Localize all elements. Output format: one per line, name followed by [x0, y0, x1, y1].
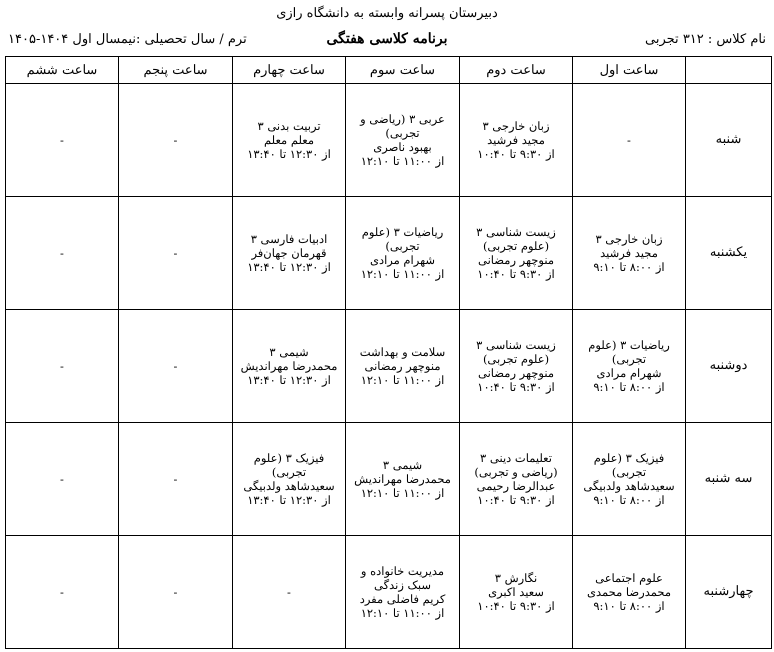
class-cell: [573, 84, 686, 197]
cell-subject: زبان خارجی ۳: [482, 119, 550, 133]
cell-time: از ۱۲:۳۰ تا ۱۳:۴۰: [247, 147, 331, 161]
cell-time: از ۱۲:۳۰ تا ۱۳:۴۰: [247, 373, 331, 387]
cell-time: از ۹:۳۰ تا ۱۰:۴۰: [477, 380, 555, 394]
cell-subject: مدیریت خانواده و سبک زندگی: [360, 564, 445, 592]
cell-teacher: محمدرضا محمدی: [586, 585, 671, 599]
header-period-4: ساعت چهارم: [233, 57, 346, 84]
cell-time: از ۸:۰۰ تا ۹:۱۰: [593, 380, 665, 394]
cell-time: از ۸:۰۰ تا ۹:۱۰: [593, 260, 665, 274]
class-cell: [460, 423, 573, 536]
class-cell: [6, 197, 119, 310]
class-cell: [346, 310, 460, 423]
cell-teacher: منوچهر رمضانی: [478, 253, 554, 267]
cell-subject: زیست شناسی ۳ (علوم تجربی): [476, 338, 556, 366]
cell-time: از ۱۱:۰۰ تا ۱۲:۱۰: [360, 373, 445, 387]
cell-subject: -: [173, 359, 178, 373]
cell-subject: -: [60, 246, 64, 260]
school-name: دبیرستان پسرانه وابسته به دانشگاه رازی: [276, 6, 498, 21]
day-cell: چهارشنبه: [686, 536, 772, 649]
page-title: برنامه کلاسی هفتگی: [326, 31, 448, 47]
cell-subject: تربیت بدنی ۳: [257, 119, 321, 133]
cell-subject: -: [173, 472, 178, 486]
cell-subject: -: [173, 133, 178, 147]
class-cell: [119, 423, 233, 536]
cell-subject: زیست شناسی ۳ (علوم تجربی): [476, 225, 556, 253]
cell-subject: فیزیک ۳ (علوم تجربی): [253, 451, 325, 479]
class-cell: [460, 197, 573, 310]
schedule-table: [5, 56, 772, 649]
header-period-6: ساعت ششم: [6, 57, 119, 84]
cell-teacher: سعید اکبری: [488, 585, 544, 599]
cell-teacher: سعیدشاهد ولدبیگی: [243, 479, 335, 493]
cell-teacher: مجید فرشید: [600, 246, 658, 260]
header-period-3: ساعت سوم: [346, 57, 460, 84]
class-cell: [233, 84, 346, 197]
day-cell: سه شنبه: [686, 423, 772, 536]
header-corner: [686, 57, 772, 84]
cell-subject: ریاضیات ۳ (علوم تجربی): [361, 225, 444, 253]
cell-teacher: منوچهر رمضانی: [364, 359, 441, 373]
class-cell: [6, 84, 119, 197]
class-cell: [460, 536, 573, 649]
cell-teacher: سعیدشاهد ولدبیگی: [583, 479, 675, 493]
cell-subject: -: [60, 472, 64, 486]
cell-subject: علوم اجتماعی: [595, 571, 663, 585]
cell-teacher: کریم فاضلی مفرد: [359, 592, 446, 606]
day-cell: دوشنبه: [686, 310, 772, 423]
cell-time: از ۱۱:۰۰ تا ۱۲:۱۰: [360, 606, 445, 620]
cell-teacher: قهرمان جهان‌فر: [251, 246, 327, 260]
class-cell: [119, 197, 233, 310]
cell-subject: تعلیمات دینی ۳ (ریاضی و تجربی): [474, 451, 558, 479]
cell-subject: عربی ۳ (ریاضی و تجربی): [360, 112, 445, 140]
class-cell: [346, 84, 460, 197]
table-row: [6, 536, 772, 649]
cell-teacher: شهرام مرادی: [369, 253, 436, 267]
class-cell: [233, 423, 346, 536]
table-row: [6, 84, 772, 197]
class-cell: [6, 423, 119, 536]
class-cell: [233, 197, 346, 310]
cell-teacher: منوچهر رمضانی: [478, 366, 554, 380]
header-row: [6, 57, 772, 84]
class-cell: [119, 536, 233, 649]
cell-time: از ۸:۰۰ تا ۹:۱۰: [593, 599, 665, 613]
cell-time: از ۹:۳۰ تا ۱۰:۴۰: [477, 267, 555, 281]
day-cell: شنبه: [686, 84, 772, 197]
cell-subject: -: [287, 585, 291, 599]
cell-time: از ۱۲:۳۰ تا ۱۳:۴۰: [247, 493, 331, 507]
cell-subject: -: [627, 133, 631, 147]
cell-time: از ۸:۰۰ تا ۹:۱۰: [593, 493, 665, 507]
cell-time: از ۹:۳۰ تا ۱۰:۴۰: [477, 493, 555, 507]
class-cell: [233, 536, 346, 649]
cell-subject: شیمی ۳: [382, 458, 423, 472]
class-cell: [119, 84, 233, 197]
class-cell: [346, 536, 460, 649]
class-name: نام کلاس : ۳۱۲ تجربی: [645, 32, 766, 47]
day-cell: یکشنبه: [686, 197, 772, 310]
cell-subject: شیمی ۳: [269, 345, 309, 359]
class-cell: [460, 310, 573, 423]
header-period-2: ساعت دوم: [460, 57, 573, 84]
cell-teacher: شهرام مرادی: [596, 366, 662, 380]
cell-subject: -: [60, 133, 64, 147]
class-cell: [573, 310, 686, 423]
cell-subject: ریاضیات ۳ (علوم تجربی): [588, 338, 670, 366]
class-cell: [573, 423, 686, 536]
cell-subject: -: [60, 585, 64, 599]
cell-subject: -: [173, 246, 178, 260]
cell-time: از ۹:۳۰ تا ۱۰:۴۰: [477, 599, 555, 613]
table-row: [6, 310, 772, 423]
cell-subject: ادبیات فارسی ۳: [250, 232, 328, 246]
class-cell: [233, 310, 346, 423]
cell-teacher: محمدرضا مهراندیش: [354, 472, 451, 486]
cell-time: از ۱۲:۳۰ تا ۱۳:۴۰: [247, 260, 331, 274]
cell-subject: نگارش ۳: [494, 571, 538, 585]
cell-teacher: محمدرضا مهراندیش: [240, 359, 338, 373]
class-cell: [119, 310, 233, 423]
cell-time: از ۱۱:۰۰ تا ۱۲:۱۰: [360, 486, 445, 500]
cell-subject: -: [60, 359, 64, 373]
class-cell: [460, 84, 573, 197]
cell-subject: زبان خارجی ۳: [595, 232, 663, 246]
cell-time: از ۱۱:۰۰ تا ۱۲:۱۰: [360, 154, 445, 168]
class-cell: [6, 536, 119, 649]
cell-time: از ۱۱:۰۰ تا ۱۲:۱۰: [360, 267, 445, 281]
header-period-5: ساعت پنجم: [119, 57, 233, 84]
cell-teacher: بهبود ناصری: [373, 140, 432, 154]
table-row: [6, 423, 772, 536]
class-cell: [346, 423, 460, 536]
class-cell: [346, 197, 460, 310]
header-period-1: ساعت اول: [573, 57, 686, 84]
class-cell: [573, 197, 686, 310]
class-cell: [6, 310, 119, 423]
cell-subject: سلامت و بهداشت: [359, 345, 446, 359]
cell-time: از ۹:۳۰ تا ۱۰:۴۰: [477, 147, 555, 161]
class-cell: [573, 536, 686, 649]
cell-teacher: مجید فرشید: [487, 133, 545, 147]
cell-teacher: معلم معلم: [264, 133, 314, 147]
cell-subject: فیزیک ۳ (علوم تجربی): [593, 451, 665, 479]
term-label: ترم / سال تحصیلی :نیمسال اول ۱۴۰۴-۱۴۰۵: [8, 32, 247, 47]
cell-subject: -: [173, 585, 178, 599]
table-row: [6, 197, 772, 310]
cell-teacher: عبدالرضا رحیمی: [476, 479, 556, 493]
